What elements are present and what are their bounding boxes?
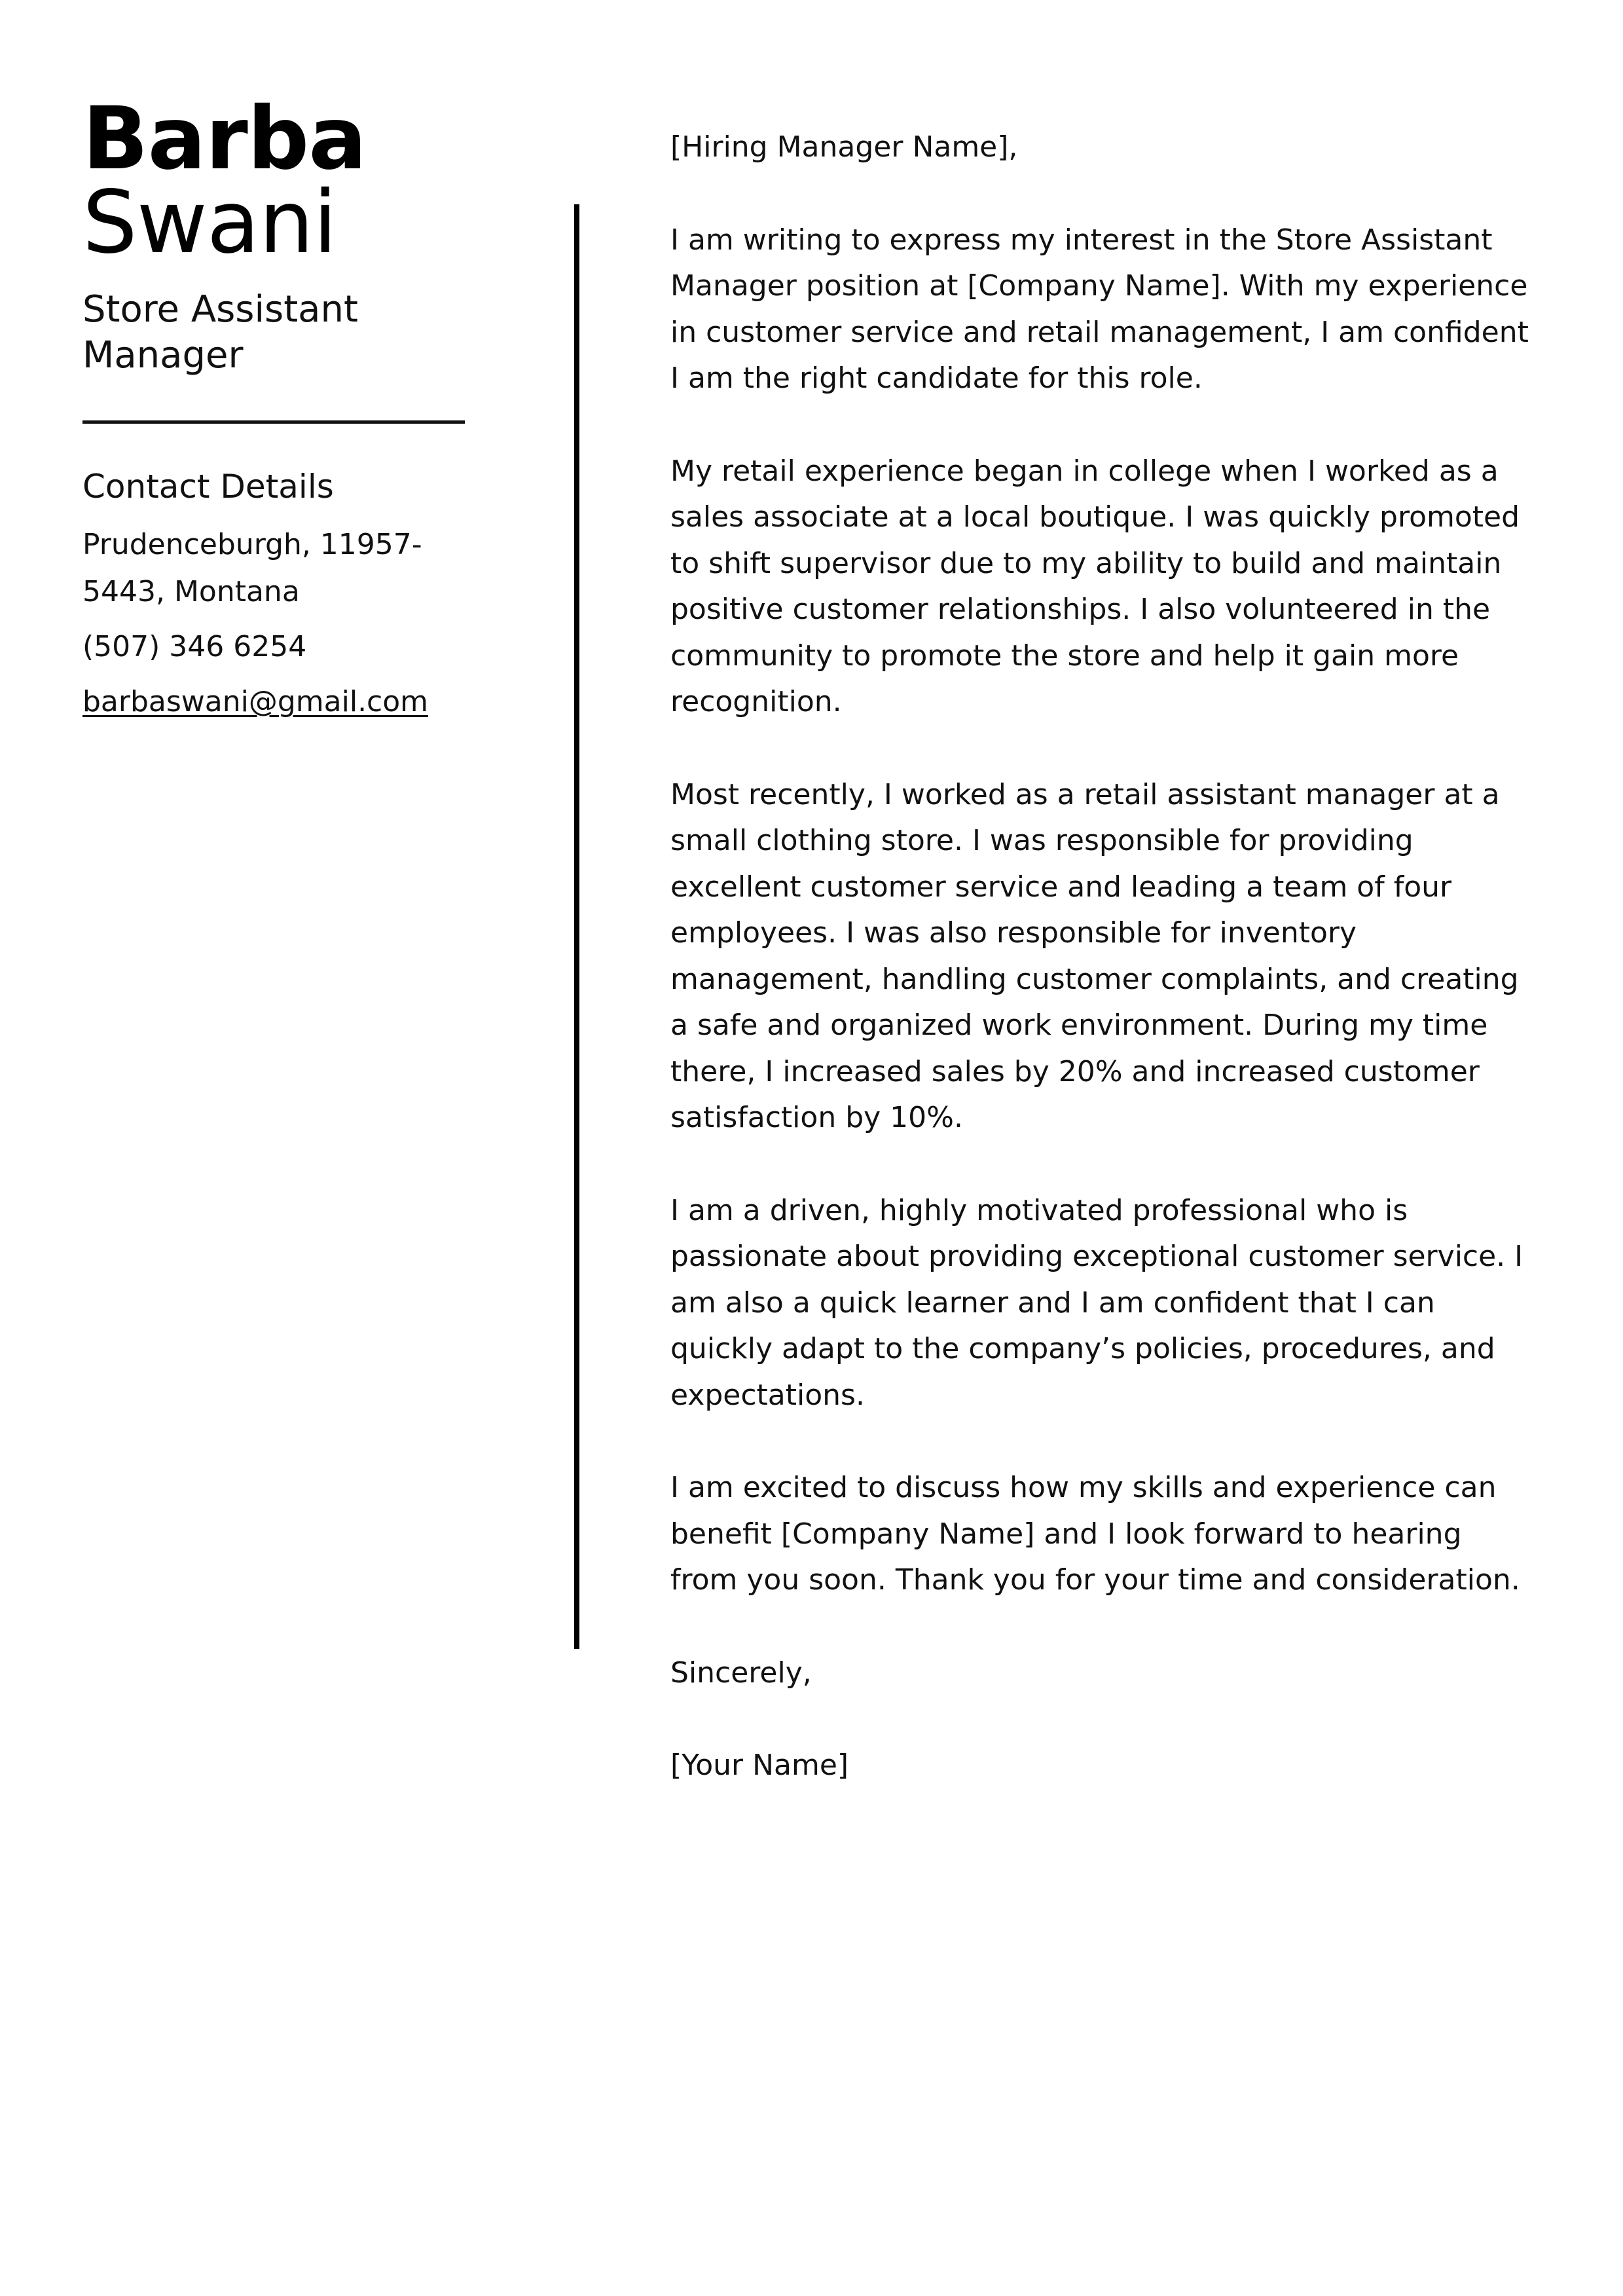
contact-heading: Contact Details xyxy=(82,468,334,506)
applicant-name xyxy=(82,88,475,273)
job-title: Store Assistant Manager xyxy=(82,288,358,377)
letter-paragraph: I am writing to express my interest in the Store Assistant Manager position at [Company Name]. With my experience in customer service and retail management, I am confident I am the right candidate for this role. xyxy=(670,223,1529,395)
contact-section xyxy=(82,465,429,726)
header-block xyxy=(82,88,475,379)
first-name: Barba xyxy=(82,88,367,189)
letter-body xyxy=(670,124,1535,1836)
email-row xyxy=(82,678,429,726)
letter-paragraph: I am excited to discuss how my skills and experience can benefit [Company Name] and I look forward to hearing from you soon. Thank you for your time and consideration. xyxy=(670,1471,1520,1597)
column-divider xyxy=(574,204,579,1649)
address-line-2: 5443, Montana xyxy=(82,575,300,608)
phone-number: (507) 346 6254 xyxy=(82,630,307,663)
contact-spacer xyxy=(82,671,423,678)
header-divider xyxy=(82,420,465,424)
letter-paragraph: Most recently, I worked as a retail assistant manager at a small clothing store. I was responsible for providing excellent customer service and leading a team of four employees. I was also responsible for inventory management, handling customer complaints, and creating a safe and organized work environment. During my time there, I increased sales by 20% and increased customer satisfaction by 10%. xyxy=(670,777,1519,1134)
closing: Sincerely, xyxy=(670,1656,812,1690)
address-line-1: Prudenceburgh, 11957- xyxy=(82,528,422,561)
signature: [Your Name] xyxy=(670,1749,849,1782)
email-link[interactable]: barbaswani@gmail.com xyxy=(82,685,429,718)
letter-paragraph: I am a driven, highly motivated professional who is passionate about providing exceptional customer service. I am also a quick learner and I am confident that I can quickly adapt to the company’s policies, procedures, and expectations. xyxy=(670,1193,1523,1412)
salutation: [Hiring Manager Name], xyxy=(670,130,1018,164)
contact-spacer xyxy=(82,616,423,623)
letter-paragraph: My retail experience began in college when I worked as a sales associate at a local boutique. I was quickly promoted to shift supervisor due to my ability to build and maintain positive customer relationships. I also volunteered in the community to promote the store and help it gain more recognition. xyxy=(670,454,1520,718)
last-name: Swani xyxy=(82,172,337,273)
